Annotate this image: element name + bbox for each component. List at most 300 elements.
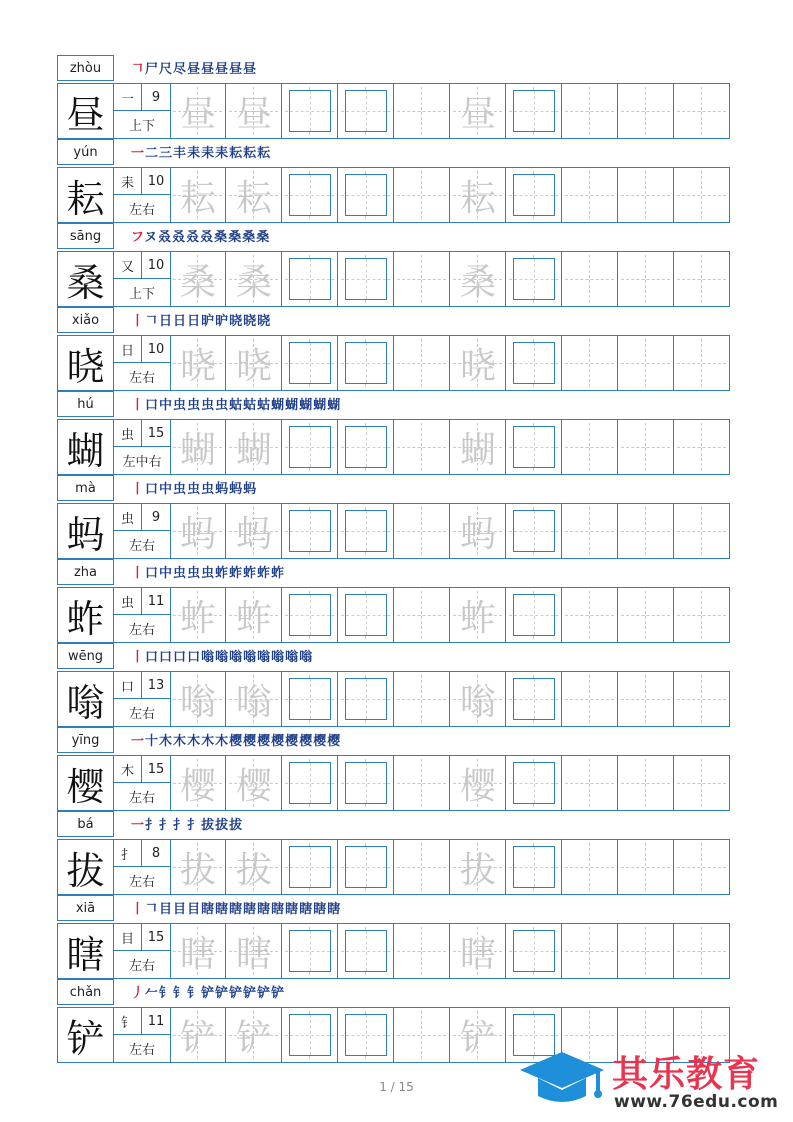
trace-character: 耘	[459, 177, 496, 219]
practice-cell[interactable]	[394, 252, 450, 306]
structure: 左右	[128, 623, 155, 638]
writing-box[interactable]	[345, 342, 387, 384]
char-entry	[57, 643, 730, 727]
practice-cell[interactable]	[674, 672, 730, 726]
stroke-step: 蝴	[285, 398, 300, 413]
practice-cell[interactable]	[282, 924, 338, 978]
practice-cell[interactable]	[618, 588, 674, 642]
stroke-count: 10	[142, 168, 170, 195]
practice-cell[interactable]	[282, 840, 338, 894]
practice-cell[interactable]	[618, 840, 674, 894]
practice-cell[interactable]	[450, 840, 506, 894]
pinyin-label: zhòu	[57, 55, 114, 81]
trace-character: 樱	[235, 765, 272, 807]
stroke-step: 叒	[158, 230, 173, 245]
stroke-step: 目	[173, 902, 188, 917]
practice-cell[interactable]	[506, 672, 562, 726]
practice-cell[interactable]	[282, 756, 338, 810]
char-info	[114, 252, 171, 306]
practice-cell[interactable]	[562, 336, 618, 390]
practice-cell[interactable]	[674, 840, 730, 894]
practice-cell[interactable]	[562, 756, 618, 810]
writing-box[interactable]	[513, 90, 555, 132]
stroke-step: 口	[145, 398, 160, 413]
radical: 钅	[114, 1008, 142, 1035]
writing-box[interactable]	[513, 594, 555, 636]
trace-character: 蚱	[235, 597, 272, 639]
stroke-step: 虫	[187, 482, 202, 497]
practice-cell[interactable]	[674, 84, 730, 138]
practice-cell[interactable]	[674, 756, 730, 810]
practice-cell[interactable]	[674, 336, 730, 390]
practice-cell[interactable]	[282, 504, 338, 558]
stroke-step: 𠃍	[145, 314, 160, 329]
stroke-step: 昼	[201, 62, 216, 77]
writing-box[interactable]	[289, 678, 331, 720]
stroke-step: 蚱	[271, 566, 286, 581]
practice-cell[interactable]	[338, 588, 394, 642]
char-info	[114, 588, 171, 642]
practice-cell[interactable]	[338, 504, 394, 558]
practice-cell[interactable]	[338, 168, 394, 222]
stroke-step: 嗡	[285, 650, 300, 665]
pinyin-row	[57, 559, 730, 587]
practice-cell[interactable]	[618, 168, 674, 222]
char-info	[114, 336, 171, 390]
logo-url: www.76edu.com	[614, 1092, 779, 1112]
writing-box[interactable]	[345, 258, 387, 300]
practice-cell[interactable]	[562, 672, 618, 726]
stroke-step: 瞎	[215, 902, 230, 917]
practice-cell[interactable]	[450, 588, 506, 642]
stroke-step: 丿	[131, 986, 146, 1001]
radical: 扌	[114, 840, 142, 867]
practice-cell[interactable]	[618, 420, 674, 474]
pinyin-label: hú	[57, 391, 114, 417]
writing-grid	[57, 923, 730, 979]
stroke-count: 10	[142, 336, 170, 363]
writing-box[interactable]	[345, 426, 387, 468]
practice-cell[interactable]	[170, 924, 226, 978]
practice-cell[interactable]	[226, 588, 282, 642]
practice-cell[interactable]	[170, 672, 226, 726]
practice-cell[interactable]	[450, 420, 506, 474]
stroke-step: 扌	[145, 818, 160, 833]
practice-cell[interactable]	[506, 840, 562, 894]
stroke-count: 13	[142, 672, 170, 699]
stroke-step: 瞎	[313, 902, 328, 917]
writing-box[interactable]	[289, 342, 331, 384]
practice-cell[interactable]	[226, 84, 282, 138]
practice-cell[interactable]	[282, 168, 338, 222]
stroke-step: 瞎	[229, 902, 244, 917]
practice-cell[interactable]	[226, 840, 282, 894]
writing-box[interactable]	[345, 930, 387, 972]
practice-cell[interactable]	[394, 84, 450, 138]
trace-character: 嗡	[459, 681, 496, 723]
writing-box[interactable]	[289, 930, 331, 972]
writing-box[interactable]	[345, 90, 387, 132]
practice-cell[interactable]	[226, 168, 282, 222]
practice-cell[interactable]	[226, 756, 282, 810]
practice-cell[interactable]	[562, 588, 618, 642]
practice-cell[interactable]	[562, 252, 618, 306]
practice-cell[interactable]	[226, 336, 282, 390]
stroke-step: 尽	[173, 62, 188, 77]
trace-character: 瞎	[179, 933, 216, 975]
writing-box[interactable]	[513, 1014, 555, 1056]
practice-cell[interactable]	[170, 252, 226, 306]
stroke-step: 丨	[131, 398, 146, 413]
practice-cell[interactable]	[506, 504, 562, 558]
pinyin-row	[57, 139, 730, 167]
practice-cell[interactable]	[506, 336, 562, 390]
trace-character: 昼	[179, 93, 216, 135]
stroke-order	[131, 814, 243, 833]
stroke-order	[131, 394, 341, 413]
writing-box[interactable]	[513, 678, 555, 720]
practice-cell[interactable]	[394, 672, 450, 726]
writing-box[interactable]	[513, 426, 555, 468]
stroke-step: 嗡	[229, 650, 244, 665]
practice-cell[interactable]	[618, 336, 674, 390]
stroke-step: 𠂉	[145, 986, 160, 1001]
practice-cell[interactable]	[338, 924, 394, 978]
radical: 耒	[114, 168, 142, 195]
stroke-step: 钅	[159, 986, 174, 1001]
char-info	[114, 420, 171, 474]
stroke-step: 𠃍	[131, 62, 146, 77]
stroke-step: 丨	[131, 902, 146, 917]
practice-cell[interactable]	[394, 924, 450, 978]
practice-cell[interactable]	[170, 756, 226, 810]
writing-box[interactable]	[513, 846, 555, 888]
writing-grid	[57, 839, 730, 895]
stroke-step: 耒	[215, 146, 230, 161]
stroke-step: 中	[159, 482, 174, 497]
char-info	[114, 168, 171, 222]
practice-cell[interactable]	[338, 336, 394, 390]
practice-cell[interactable]	[450, 504, 506, 558]
page-number: 1 / 15	[379, 1080, 414, 1094]
practice-cell[interactable]	[282, 336, 338, 390]
stroke-step: 昼	[229, 62, 244, 77]
writing-box[interactable]	[289, 1014, 331, 1056]
writing-grid	[57, 167, 730, 223]
practice-cell[interactable]	[618, 252, 674, 306]
practice-cell[interactable]	[282, 588, 338, 642]
writing-box[interactable]	[513, 510, 555, 552]
practice-cell[interactable]	[506, 924, 562, 978]
practice-cell[interactable]	[618, 84, 674, 138]
writing-box[interactable]	[513, 174, 555, 216]
stroke-step: 一	[131, 146, 146, 161]
trace-character: 瞎	[235, 933, 272, 975]
char-entry	[57, 307, 730, 391]
stroke-step: 口	[145, 650, 160, 665]
stroke-step: 丰	[173, 146, 188, 161]
stroke-step: 钅	[187, 986, 202, 1001]
trace-character: 铲	[235, 1017, 272, 1059]
stroke-step: 拔	[201, 818, 216, 833]
pinyin-row	[57, 643, 730, 671]
practice-cell[interactable]	[506, 588, 562, 642]
radical: 虫	[114, 504, 142, 531]
structure: 左右	[128, 539, 155, 554]
stroke-count: 15	[142, 420, 170, 447]
practice-cell[interactable]	[170, 168, 226, 222]
practice-cell[interactable]	[394, 1008, 450, 1062]
practice-cell[interactable]	[170, 1008, 226, 1062]
stroke-step: 昼	[243, 62, 258, 77]
practice-cell[interactable]	[450, 84, 506, 138]
trace-character: 昼	[459, 93, 496, 135]
stroke-step: 虫	[201, 398, 216, 413]
practice-cell[interactable]	[170, 588, 226, 642]
writing-box[interactable]	[345, 846, 387, 888]
writing-box[interactable]	[345, 762, 387, 804]
trace-character: 桑	[235, 261, 272, 303]
practice-cell[interactable]	[338, 84, 394, 138]
practice-cell[interactable]	[170, 84, 226, 138]
writing-box[interactable]	[513, 762, 555, 804]
stroke-step: 昼	[187, 62, 202, 77]
stroke-step: 瞎	[285, 902, 300, 917]
practice-cell[interactable]	[674, 168, 730, 222]
trace-character: 耘	[235, 177, 272, 219]
stroke-count: 8	[142, 840, 170, 867]
practice-cell[interactable]	[618, 672, 674, 726]
writing-box[interactable]	[513, 342, 555, 384]
writing-box[interactable]	[345, 1014, 387, 1056]
practice-cell[interactable]	[394, 336, 450, 390]
stroke-count: 10	[142, 252, 170, 279]
practice-cell[interactable]	[226, 672, 282, 726]
stroke-count: 11	[142, 1008, 170, 1035]
structure: 上下	[128, 287, 155, 302]
stroke-step: 耘	[229, 146, 244, 161]
stroke-step: 一	[131, 818, 146, 833]
writing-box[interactable]	[345, 678, 387, 720]
practice-cell[interactable]	[170, 336, 226, 390]
practice-cell[interactable]	[282, 84, 338, 138]
radical: 虫	[114, 588, 142, 615]
writing-box[interactable]	[345, 510, 387, 552]
stroke-step: 一	[131, 734, 146, 749]
practice-cell[interactable]	[226, 924, 282, 978]
stroke-step: 丨	[131, 314, 146, 329]
stroke-step: 樱	[257, 734, 272, 749]
practice-cell[interactable]	[450, 672, 506, 726]
trace-character: 蝴	[459, 429, 496, 471]
stroke-order	[131, 562, 285, 581]
practice-cell[interactable]	[170, 420, 226, 474]
char-entry	[57, 475, 730, 559]
practice-cell[interactable]	[338, 420, 394, 474]
practice-cell[interactable]	[450, 924, 506, 978]
stroke-step: 铲	[201, 986, 216, 1001]
practice-cell[interactable]	[338, 1008, 394, 1062]
writing-grid	[57, 83, 730, 139]
radical: 口	[114, 672, 142, 699]
practice-cell[interactable]	[674, 420, 730, 474]
stroke-step: 三	[159, 146, 174, 161]
pinyin-row	[57, 391, 730, 419]
stroke-step: 扌	[159, 818, 174, 833]
pinyin-label: wēng	[57, 643, 114, 669]
stroke-step: 铲	[229, 986, 244, 1001]
structure: 左右	[128, 1043, 155, 1058]
pinyin-label: bá	[57, 811, 114, 837]
pinyin-label: zha	[57, 559, 114, 585]
char-entry	[57, 223, 730, 307]
stroke-step: 蚱	[257, 566, 272, 581]
practice-cell[interactable]	[618, 504, 674, 558]
stroke-step: 𠃍	[145, 902, 160, 917]
writing-box[interactable]	[345, 174, 387, 216]
stroke-step: 嗡	[257, 650, 272, 665]
stroke-order	[131, 730, 341, 749]
stroke-step: 蛄	[243, 398, 258, 413]
trace-character: 蚂	[179, 513, 216, 555]
practice-cell[interactable]	[394, 420, 450, 474]
practice-cell[interactable]	[618, 924, 674, 978]
practice-cell[interactable]	[394, 756, 450, 810]
writing-box[interactable]	[289, 762, 331, 804]
stroke-step: 瞎	[243, 902, 258, 917]
stroke-order	[131, 982, 285, 1001]
writing-box[interactable]	[513, 930, 555, 972]
trace-character: 桑	[179, 261, 216, 303]
writing-box[interactable]	[289, 594, 331, 636]
practice-cell[interactable]	[282, 420, 338, 474]
practice-cell[interactable]	[226, 504, 282, 558]
practice-cell[interactable]	[226, 1008, 282, 1062]
practice-cell[interactable]	[282, 252, 338, 306]
pinyin-label: xiǎo	[57, 307, 114, 333]
stroke-step: 口	[159, 650, 174, 665]
writing-grid	[57, 335, 730, 391]
stroke-step: 桑	[256, 230, 271, 245]
stroke-count: 11	[142, 588, 170, 615]
practice-cell[interactable]	[226, 420, 282, 474]
trace-character: 昼	[235, 93, 272, 135]
trace-character: 樱	[179, 765, 216, 807]
practice-cell[interactable]	[394, 168, 450, 222]
practice-cell[interactable]	[674, 924, 730, 978]
practice-cell[interactable]	[562, 924, 618, 978]
practice-cell[interactable]	[282, 1008, 338, 1062]
char-info	[114, 840, 171, 894]
practice-cell[interactable]	[338, 252, 394, 306]
trace-character: 蝴	[179, 429, 216, 471]
stroke-step: 瞎	[271, 902, 286, 917]
structure: 左右	[128, 203, 155, 218]
practice-cell[interactable]	[562, 504, 618, 558]
radical: 又	[114, 252, 142, 279]
stroke-step: 蝴	[271, 398, 286, 413]
main-character: 蚱	[57, 588, 114, 642]
char-info	[114, 756, 171, 810]
writing-box[interactable]	[289, 846, 331, 888]
practice-cell[interactable]	[170, 504, 226, 558]
stroke-step: 铲	[257, 986, 272, 1001]
pinyin-row	[57, 727, 730, 755]
stroke-step: 木	[187, 734, 202, 749]
char-entry	[57, 55, 730, 139]
stroke-order	[131, 478, 257, 497]
practice-cell[interactable]	[674, 252, 730, 306]
practice-cell[interactable]	[506, 252, 562, 306]
stroke-step: 扌	[173, 818, 188, 833]
stroke-step: 口	[173, 650, 188, 665]
practice-cell[interactable]	[338, 840, 394, 894]
practice-cell[interactable]	[562, 420, 618, 474]
main-character: 桑	[57, 252, 114, 306]
practice-cell[interactable]	[170, 840, 226, 894]
practice-cell[interactable]	[506, 756, 562, 810]
stroke-step: 樱	[299, 734, 314, 749]
pinyin-row	[57, 475, 730, 503]
char-entry	[57, 727, 730, 811]
writing-box[interactable]	[513, 258, 555, 300]
trace-character: 拔	[235, 849, 272, 891]
writing-box[interactable]	[289, 426, 331, 468]
char-entry	[57, 391, 730, 475]
practice-cell[interactable]	[618, 756, 674, 810]
stroke-step: 口	[145, 566, 160, 581]
writing-box[interactable]	[289, 258, 331, 300]
writing-box[interactable]	[289, 510, 331, 552]
practice-cell[interactable]	[562, 840, 618, 894]
stroke-step: 二	[145, 146, 160, 161]
stroke-step: 中	[159, 566, 174, 581]
practice-cell[interactable]	[450, 252, 506, 306]
stroke-step: 昈	[201, 314, 216, 329]
practice-cell[interactable]	[450, 1008, 506, 1062]
practice-cell[interactable]	[338, 672, 394, 726]
practice-cell[interactable]	[226, 252, 282, 306]
practice-cell[interactable]	[394, 840, 450, 894]
trace-character: 樱	[459, 765, 496, 807]
writing-box[interactable]	[345, 594, 387, 636]
practice-cell[interactable]	[450, 336, 506, 390]
practice-cell[interactable]	[562, 168, 618, 222]
practice-cell[interactable]	[506, 1008, 562, 1062]
practice-cell[interactable]	[282, 672, 338, 726]
practice-cell[interactable]	[394, 504, 450, 558]
trace-character: 嗡	[235, 681, 272, 723]
stroke-step: 扌	[187, 818, 202, 833]
practice-cell[interactable]	[562, 84, 618, 138]
practice-cell[interactable]	[450, 756, 506, 810]
stroke-step: 蝴	[327, 398, 342, 413]
writing-box[interactable]	[289, 90, 331, 132]
practice-cell[interactable]	[338, 756, 394, 810]
practice-cell[interactable]	[506, 168, 562, 222]
practice-cell[interactable]	[450, 168, 506, 222]
stroke-step: 虫	[201, 566, 216, 581]
practice-cell[interactable]	[506, 84, 562, 138]
practice-cell[interactable]	[394, 588, 450, 642]
writing-box[interactable]	[289, 174, 331, 216]
practice-cell[interactable]	[674, 588, 730, 642]
stroke-step: 樱	[243, 734, 258, 749]
stroke-order	[131, 646, 313, 665]
char-info	[114, 924, 171, 978]
practice-cell[interactable]	[674, 504, 730, 558]
practice-cell[interactable]	[506, 420, 562, 474]
